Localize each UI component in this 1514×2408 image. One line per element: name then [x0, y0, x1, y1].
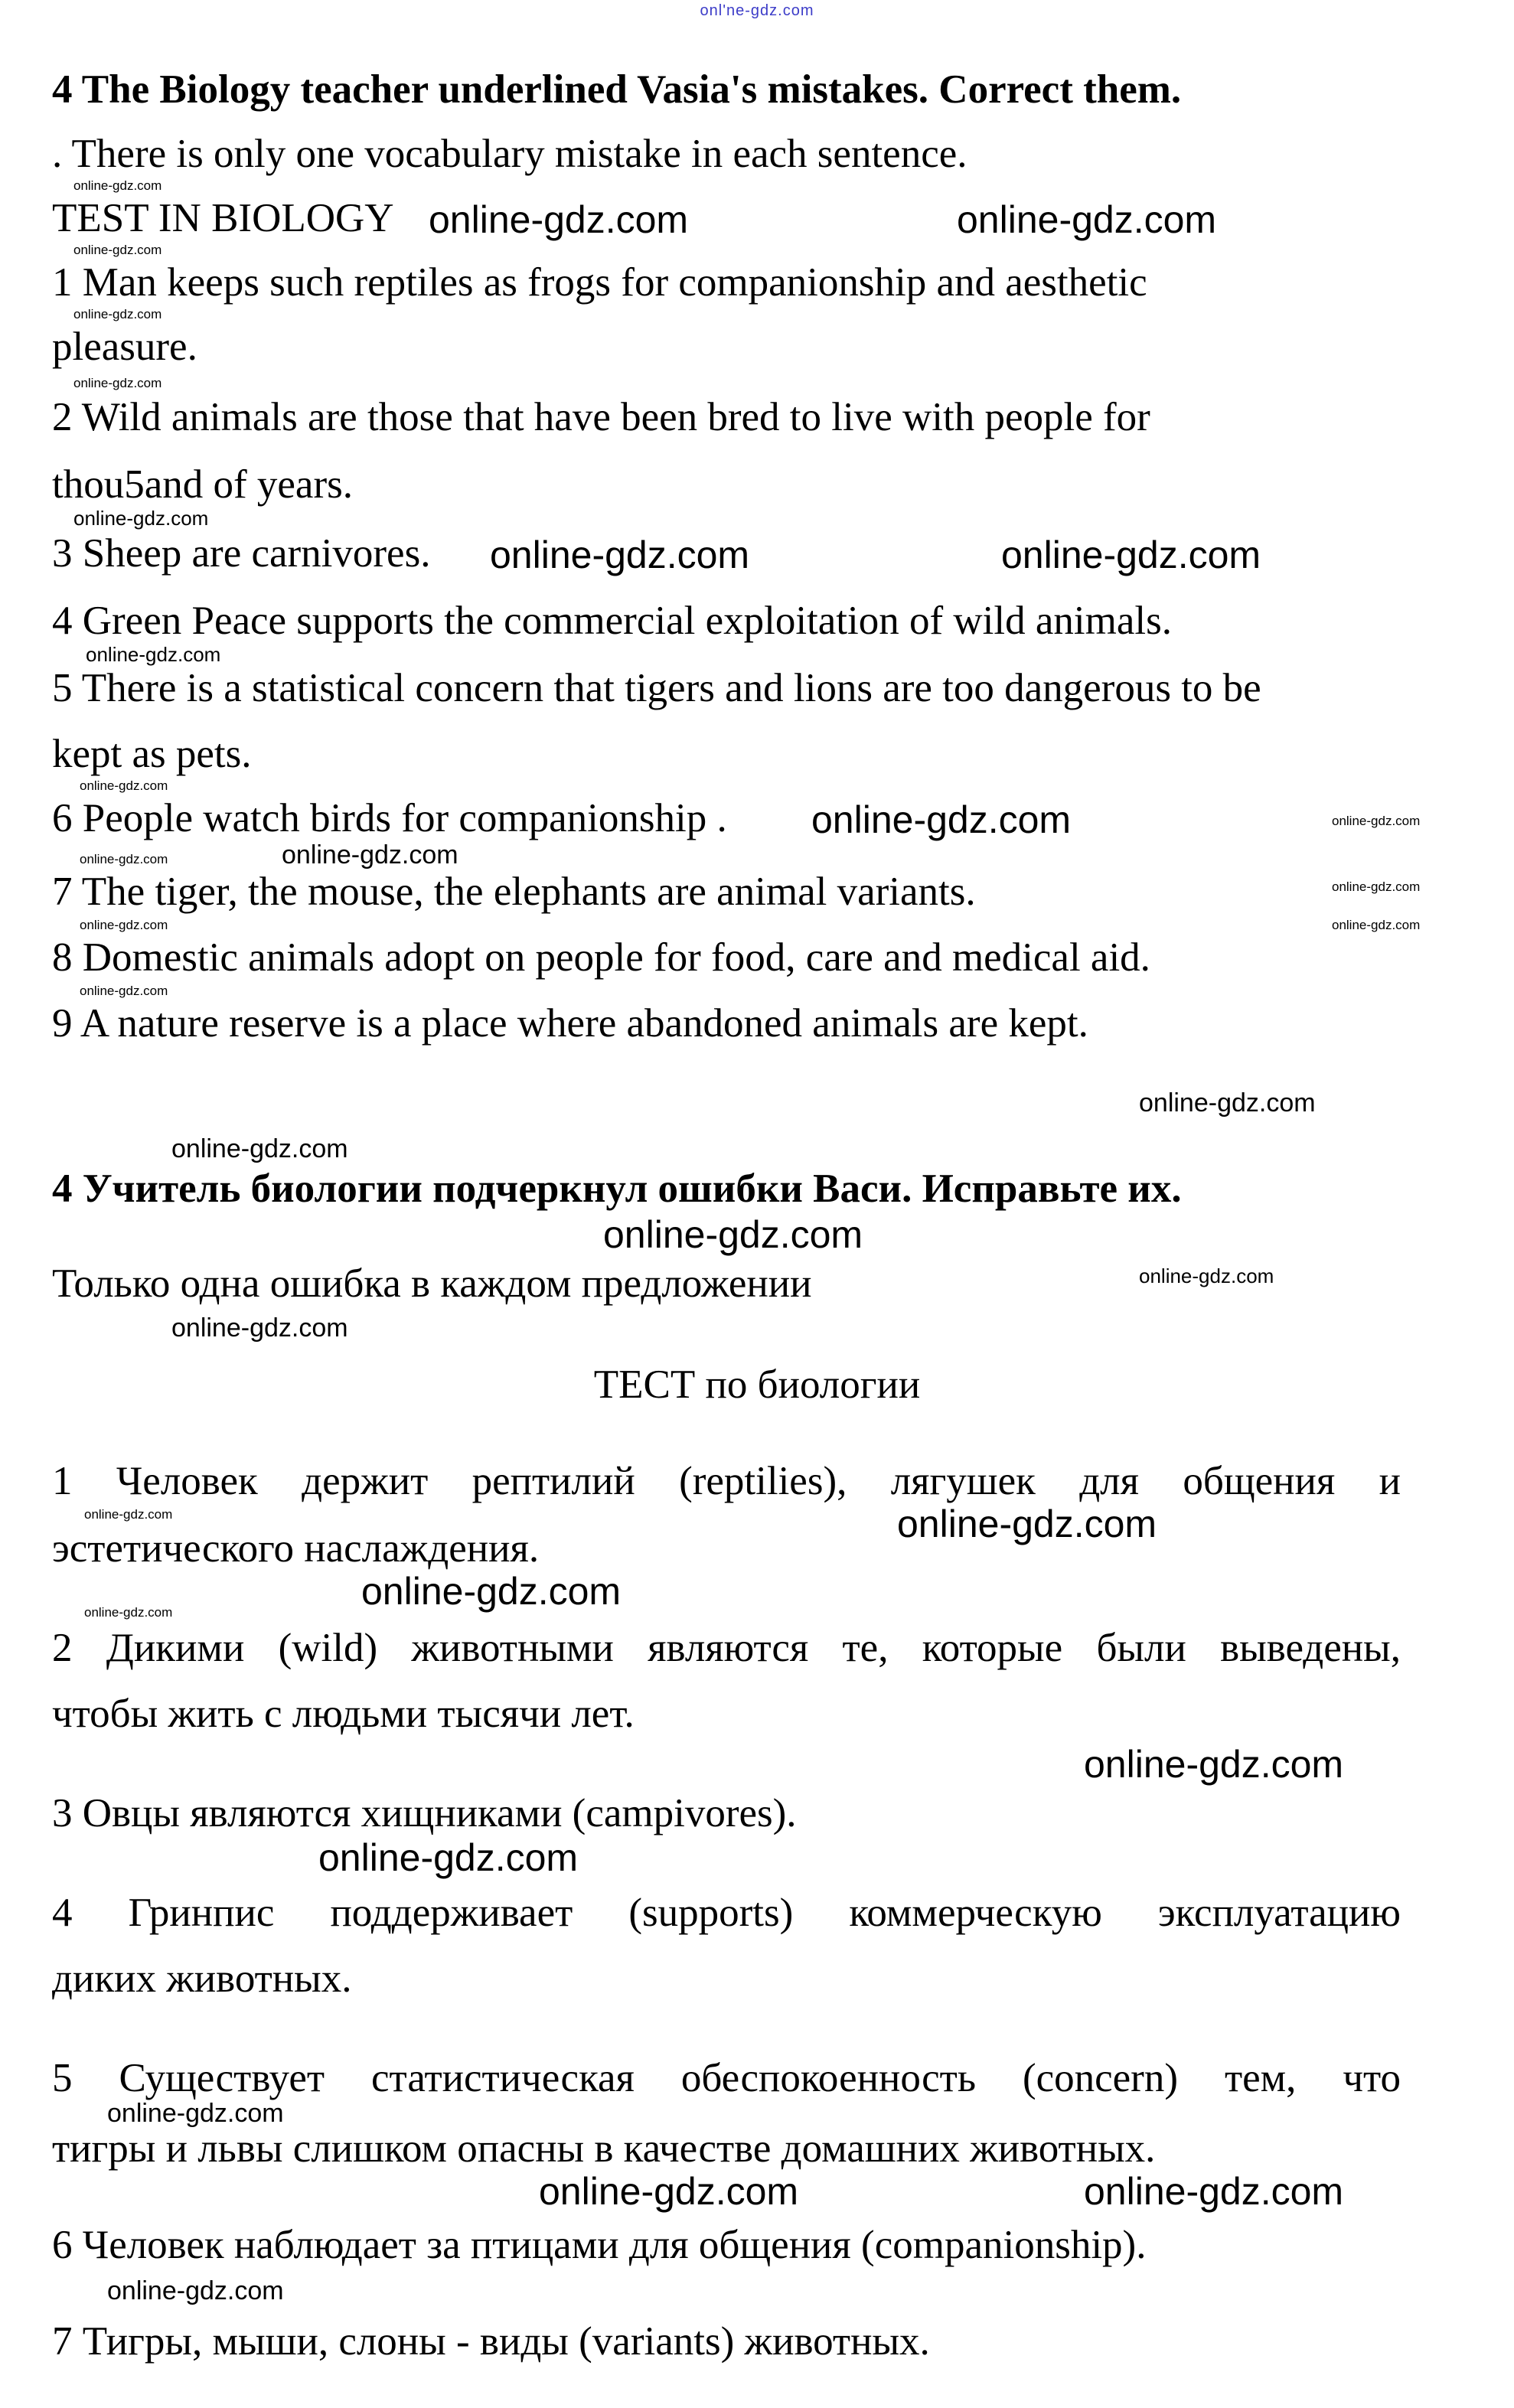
watermark: online-gdz.com: [811, 798, 1072, 841]
item-ru-4-line-1: 4 Гринпис поддерживает (supports) коммерческую эксплуатацию: [52, 1891, 1401, 1935]
instruction-ru: Только одна ошибка в каждом предложении: [52, 1261, 812, 1306]
watermark: online-gdz.com: [1084, 2170, 1344, 2213]
watermark: online-gdz.com: [107, 2276, 284, 2305]
item-en-8: 8 Domestic animals adopt on people for food, care and medical aid.: [52, 935, 1150, 980]
watermark-top: onl'ne-gdz.com: [700, 2, 814, 19]
watermark: online-gdz.com: [429, 198, 689, 241]
watermark: online-gdz.com: [84, 1605, 173, 1620]
item-ru-2-line-2: чтобы жить с людьми тысячи лет.: [52, 1692, 635, 1736]
watermark: online-gdz.com: [957, 198, 1217, 241]
watermark: online-gdz.com: [73, 376, 162, 390]
item-ru-6: 6 Человек наблюдает за птицами для общения (companionship).: [52, 2223, 1147, 2267]
watermark: online-gdz.com: [1139, 1264, 1274, 1287]
item-en-9: 9 A nature reserve is a place where abandoned animals are kept.: [52, 1001, 1088, 1046]
watermark: online-gdz.com: [73, 307, 162, 321]
watermark: online-gdz.com: [171, 1134, 348, 1163]
item-ru-7: 7 Тигры, мыши, слоны - виды (variants) животных.: [52, 2319, 930, 2364]
item-en-5-line-2: kept as pets.: [52, 732, 252, 776]
item-en-1-line-1: 1 Man keeps such reptiles as frogs for companionship and aesthetic: [52, 260, 1147, 305]
watermark: online-gdz.com: [1139, 1088, 1316, 1118]
watermark: online-gdz.com: [1001, 533, 1261, 576]
item-en-1-line-2: pleasure.: [52, 325, 197, 369]
watermark: online-gdz.com: [897, 1503, 1157, 1545]
exercise-title-en: 4 The Biology teacher underlined Vasia's mistakes. Correct them.: [52, 67, 1182, 112]
watermark: online-gdz.com: [73, 507, 209, 530]
item-ru-4-line-2: диких животных.: [52, 1956, 352, 2001]
item-en-5-line-1: 5 There is a statistical concern that tigers and lions are too dangerous to be: [52, 666, 1261, 710]
item-en-7: 7 The tiger, the mouse, the elephants are animal variants.: [52, 870, 976, 914]
watermark: online-gdz.com: [1332, 879, 1421, 894]
item-ru-2-line-1: 2 Дикими (wild) животными являются те, которые были выведены,: [52, 1626, 1401, 1670]
watermark: online-gdz.com: [361, 1570, 622, 1613]
item-ru-5-line-1: 5 Существует статистическая обеспокоенность (concern) тем, что: [52, 2056, 1401, 2100]
watermark: online-gdz.com: [603, 1213, 863, 1256]
watermark: online-gdz.com: [1332, 918, 1421, 932]
watermark: online-gdz.com: [490, 533, 750, 576]
item-en-2-line-2: thou5and of years.: [52, 462, 353, 507]
watermark: online-gdz.com: [73, 178, 162, 193]
watermark: online-gdz.com: [73, 243, 162, 257]
item-en-4: 4 Green Peace supports the commercial exploitation of wild animals.: [52, 599, 1172, 643]
item-en-3: 3 Sheep are carnivores.: [52, 531, 431, 576]
watermark: online-gdz.com: [80, 984, 168, 998]
item-ru-1-line-1: 1 Человек держит рептилий (reptilies), лягушек для общения и: [52, 1459, 1401, 1503]
watermark: online-gdz.com: [80, 918, 168, 932]
item-en-6: 6 People watch birds for companionship .: [52, 796, 727, 840]
watermark: online-gdz.com: [84, 1507, 173, 1522]
instruction-en: . There is only one vocabulary mistake in each sentence.: [52, 132, 967, 176]
item-ru-5-line-2: тигры и львы слишком опасны в качестве домашних животных.: [52, 2126, 1156, 2171]
watermark: online-gdz.com: [539, 2170, 799, 2213]
watermark: online-gdz.com: [1084, 1743, 1344, 1786]
item-ru-1-line-2: эстетического наслаждения.: [52, 1526, 540, 1571]
watermark: online-gdz.com: [318, 1836, 579, 1879]
test-heading-en: TEST IN BIOLOGY: [52, 196, 394, 240]
watermark: online-gdz.com: [80, 852, 168, 866]
watermark: online-gdz.com: [86, 643, 221, 666]
watermark: online-gdz.com: [171, 1313, 348, 1343]
item-en-2-line-1: 2 Wild animals are those that have been bred to live with people for: [52, 395, 1150, 439]
watermark: online-gdz.com: [80, 778, 168, 793]
item-ru-3: 3 Овцы являются хищниками (campivores).: [52, 1791, 797, 1835]
watermark: online-gdz.com: [107, 2099, 284, 2128]
test-heading-ru: ТЕСТ по биологии: [593, 1362, 921, 1407]
watermark: online-gdz.com: [1332, 814, 1421, 828]
exercise-title-ru: 4 Учитель биологии подчеркнул ошибки Васи. Исправьте их.: [52, 1166, 1182, 1211]
watermark: online-gdz.com: [282, 840, 458, 870]
